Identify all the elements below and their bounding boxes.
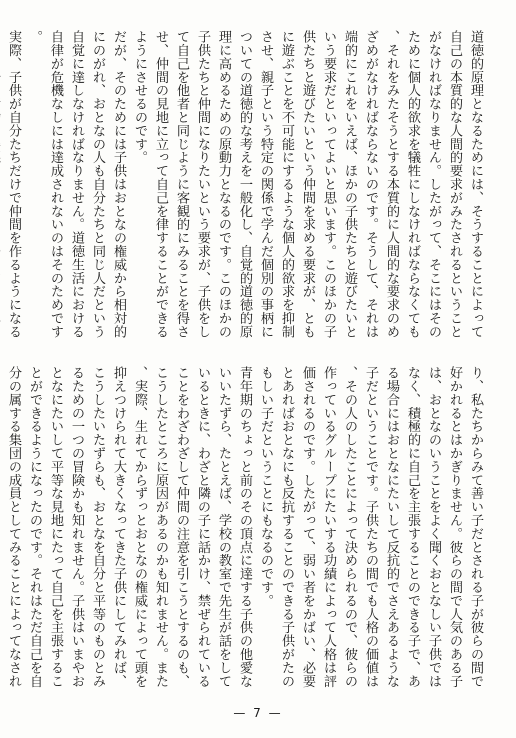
paragraph: だが、そのためには子供はおとなの権威から相対的にのがれ、おとなの人も自分たちと同じ人だという自覚に達しなければなりません。道徳生活における自律が危機なしには達成されないのはそのためです。 xyxy=(27,30,126,339)
upper-text-block xyxy=(6,30,486,348)
paragraph: 実際、子供が自分たちだけで仲間を作るようになる xyxy=(6,30,21,339)
paragraph: 青年期のちょっと前のその頂点に達する子供の他愛ないいたずら、たとえば、学校の教室で先生が話をしているときに、わざと隣の子に話かけ、禁ぜられていることをわざわざして仲間の注意を引こうとするのも、こうしたところに原因があるのかも知れません。また、実際、生れてからずっとおとなの権威によって頭を抑えつけられて大きくなってきた子供にしてみれば、こうしたいたずらも、おとなを自分と平等のものとみるための一つの冒険かも知れません。子供はいまやおとなにたいして平等な見地にたって自己を主張することができるようになったのです。それはただ自己を自分の属する集団の成員としてみることによってなされ xyxy=(6,366,252,688)
paragraph: り、私たちからみて善い子だとされる子が彼らの間で好かれるとはかぎりません。彼らの間で人気のある子は、おとなのいうことをよく聞くおとなしい子供ではなく、積極的に自己を主張することのできる子で、ある場合にはおとなにたいして反抗的でさえあるような子だということです。子供たちの間でも人格の価値は、その人のしたことによって決められるので、彼らの作っているグループにたいする功績によって人格は評価されるのです。したがって、弱い者をかばい、必要とあればおとなにも反抗することのできる子供がたのもしい子だということにもなるのです。 xyxy=(258,366,483,688)
lower-text-block xyxy=(6,366,486,688)
page-number: — 7 — xyxy=(233,706,283,720)
paragraph: 道徳的原理となるためには、そうすることによって自己の本質的な人間的要求がみたされるということがなければなりません。したがって、そこにはそのために個人的欲求を犠牲にしなければならなくても、それをみたそうとする本質的に人間的な要求のめざめがなければならないのです。そうして、それは端的にこれをいえば、ほかの子供たちと遊びたいという要求だといってよいと思います。このほかの子供たちと遊びたいという仲間を求める要求が、ともに遊ぶことを不可能にするような個人的欲求を抑制させ、親子という特定の関係で学んだ個別の事柄についての道徳的な考えを一般化し、自覚的道徳的原理に高めるための原動力となるのです。このほかの子供たちと仲間になりたいという要求が、子供をして自己を他者と同じように客観的にみることを得させ、仲間の見地に立って自己を律することができるようにさせるのです。 xyxy=(132,30,483,339)
